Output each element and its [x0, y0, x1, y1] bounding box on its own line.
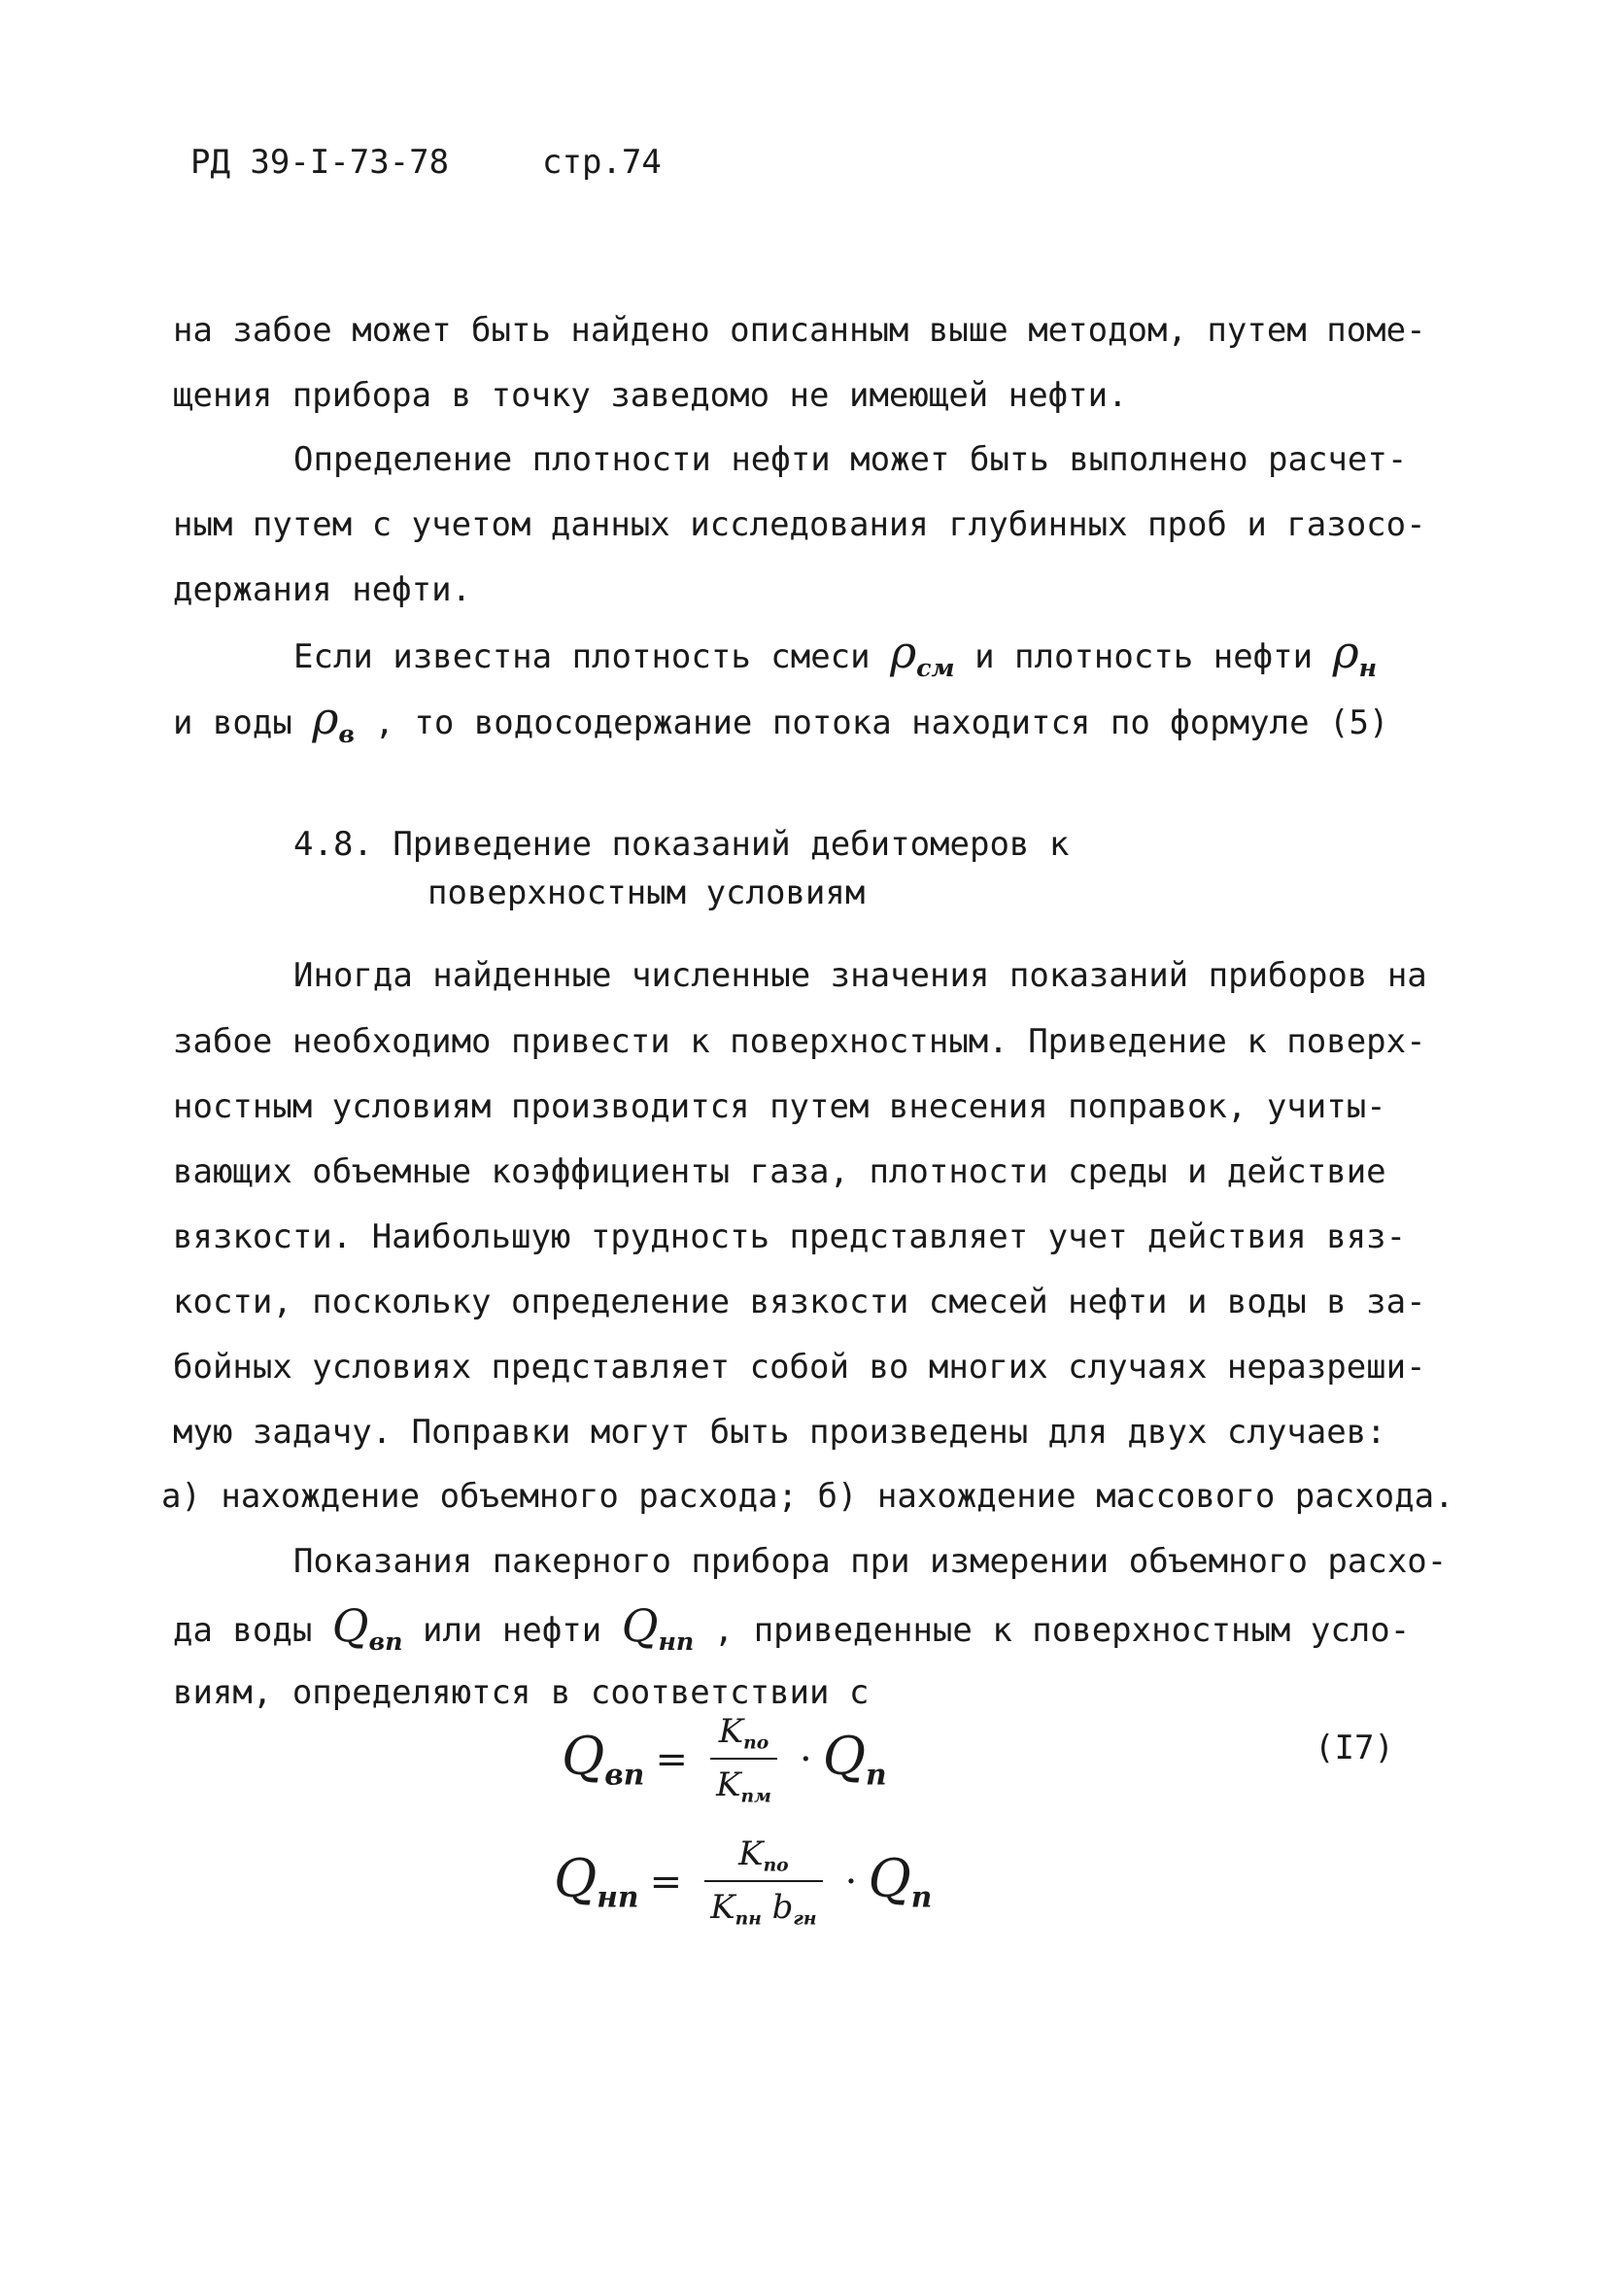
denominator [704, 1882, 822, 1930]
symbol: Q [868, 1848, 911, 1910]
text-line: Определение плотности нефти может быть выполнено расчет- [293, 440, 1408, 479]
subscript: вп [368, 1626, 403, 1656]
text-line: ным путем с учетом данных исследования глубинных проб и газосо- [173, 505, 1426, 544]
text-line: Показания пакерного прибора при измерении объемного расхо- [293, 1542, 1448, 1581]
fraction [704, 1834, 822, 1929]
equation-oil [554, 1834, 932, 1929]
subscript: нп [597, 1880, 639, 1915]
eq-rhs [868, 1848, 933, 1915]
text-line [293, 626, 1378, 682]
text-line: забое необходимо привести к поверхностным. Приведение к поверх- [173, 1022, 1426, 1061]
equals-sign: = [655, 1736, 688, 1782]
symbol: ρ [312, 692, 339, 744]
subscript: гн [793, 1907, 817, 1930]
subscript: пм [740, 1785, 771, 1807]
symbol: Q [562, 1726, 605, 1788]
symbol: Q [554, 1848, 598, 1910]
numerator [704, 1834, 822, 1882]
section-title-continued: поверхностным условиям [427, 874, 866, 912]
symbol: ρ [1332, 626, 1359, 678]
text-span: Если известна плотность смеси [293, 637, 871, 676]
subscript: по [763, 1854, 789, 1876]
subscript: пн [735, 1907, 762, 1930]
eq-lhs [562, 1726, 645, 1793]
text-line [173, 1599, 1411, 1656]
text-line: виям, определяются в соответствии с [173, 1673, 870, 1712]
text-span: и плотность нефти [974, 637, 1314, 676]
q-oil-symbol [621, 1599, 695, 1656]
symbol: K [718, 1712, 744, 1751]
eq-rhs [822, 1726, 887, 1793]
rho-water-symbol [312, 692, 355, 748]
multiply-dot: · [844, 1859, 858, 1904]
text-line: вязкости. Наибольшую трудность представляет учет действия вяз- [173, 1217, 1407, 1256]
symbol: b [771, 1887, 794, 1927]
text-line: вающих объемные коэффициенты газа, плотности среды и действие [173, 1152, 1386, 1191]
equals-sign: = [649, 1859, 683, 1904]
subscript: п [910, 1880, 933, 1915]
numerator [710, 1712, 777, 1760]
multiply-dot: · [799, 1736, 812, 1782]
text-line: ностным условиям производится путем внесения поправок, учиты- [173, 1087, 1386, 1126]
symbol: K [738, 1834, 764, 1873]
text-line: держания нефти. [173, 570, 472, 609]
eq-lhs [554, 1848, 639, 1915]
subscript: см [916, 652, 955, 682]
subscript: по [743, 1731, 769, 1754]
symbol: K [710, 1887, 735, 1927]
subscript: нп [658, 1626, 695, 1656]
fraction [710, 1712, 777, 1806]
formula-reference: (5) [1329, 703, 1389, 742]
section-title: Приведение показаний дебитомеров к [393, 825, 1070, 864]
text-span: да воды [173, 1611, 313, 1650]
text-line: бойных условиях представляет собой во многих случаях неразреши- [173, 1348, 1426, 1387]
subscript: в [338, 718, 355, 748]
page-number: стр.74 [542, 143, 662, 182]
text-line: мую задачу. Поправки могут быть произведены для двух случаев: [173, 1413, 1386, 1452]
text-line: Иногда найденные численные значения показаний приборов на [293, 956, 1427, 995]
rho-mixture-symbol [890, 626, 955, 682]
symbol: Q [331, 1599, 369, 1652]
equation-number: (I7) [1315, 1729, 1394, 1767]
q-water-symbol [331, 1599, 403, 1656]
rho-oil-symbol [1332, 626, 1378, 682]
subscript: вп [604, 1758, 645, 1793]
symbol: ρ [890, 626, 917, 678]
text-span: , приведенные к поверхностным усло- [713, 1611, 1411, 1650]
symbol: Q [621, 1599, 659, 1652]
subscript: п [866, 1758, 887, 1793]
text-line: щения прибора в точку заведомо не имеющей нефти. [173, 376, 1128, 415]
text-line: а) нахождение объемного расхода; б) нахождение массового расхода. [161, 1477, 1454, 1516]
section-number: 4.8. [293, 825, 373, 864]
section-heading [293, 825, 1070, 864]
equation-17 [562, 1712, 887, 1806]
text-span: или нефти [423, 1611, 602, 1650]
symbol: K [716, 1765, 741, 1804]
text-span: , то водосодержание потока находится по формуле [374, 703, 1310, 742]
subscript: н [1358, 652, 1378, 682]
document-id: РД 39-I-73-78 [190, 143, 450, 182]
text-line [173, 692, 1389, 748]
text-line: на забое может быть найдено описанным выше методом, путем поме- [173, 311, 1426, 350]
text-span: и воды [173, 703, 292, 742]
denominator [710, 1760, 777, 1807]
symbol: Q [822, 1726, 867, 1788]
text-line: кости, поскольку определение вязкости смесей нефти и воды в за- [173, 1283, 1426, 1321]
